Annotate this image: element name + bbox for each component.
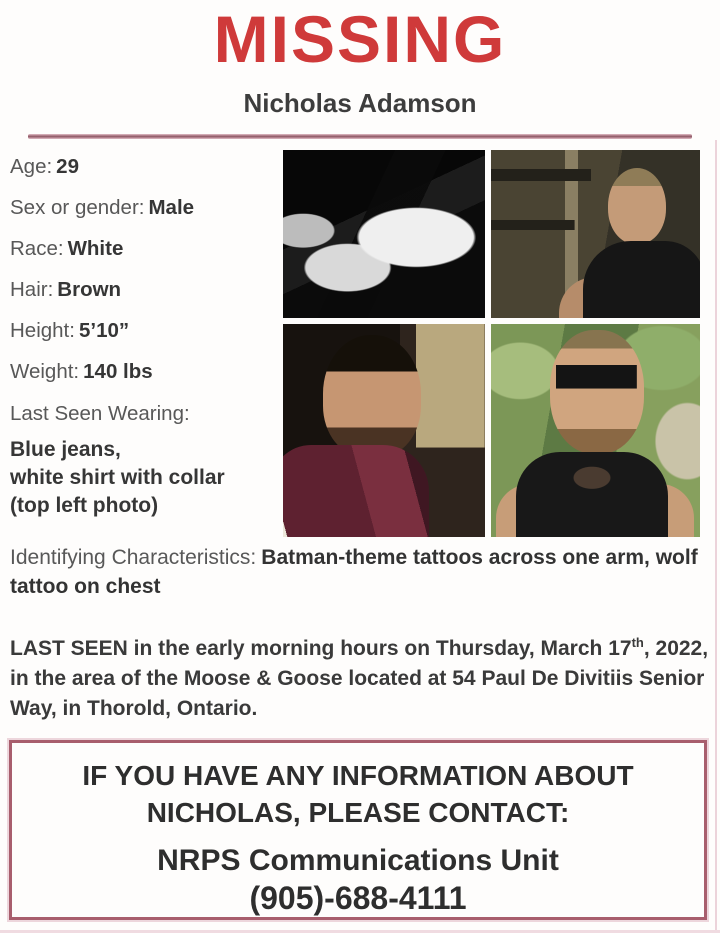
- detail-label: Height:: [10, 319, 75, 342]
- photo-top-right-indoors: [491, 150, 700, 318]
- detail-hair: [10, 279, 280, 301]
- wearing-line: Blue jeans,: [10, 438, 121, 461]
- detail-value: Brown: [57, 278, 122, 301]
- detail-age: [10, 156, 280, 178]
- photo-bottom-left-jersey: [283, 324, 485, 537]
- identifying-value: Batman-theme tattoos across one arm, wolf tattoo on chest: [10, 546, 698, 598]
- header-divider: [28, 134, 692, 139]
- photo-top-left-surveillance: [283, 150, 485, 318]
- detail-value: 29: [56, 155, 79, 178]
- detail-sex: [10, 197, 280, 219]
- contact-unit-name: NRPS Communications Unit: [157, 844, 559, 877]
- person-name: Nicholas Adamson: [243, 88, 477, 118]
- last-seen-wearing-description: [10, 436, 280, 520]
- details-column: [10, 156, 280, 520]
- last-seen-text: , 2022, in the area of the Moose & Goose located at 54 Paul De Divitiis Senior Way, in Thorold, Ontario.: [10, 637, 709, 720]
- contact-phone-number: (905)-688-4111: [249, 880, 467, 916]
- scan-edge-line-right: [715, 140, 717, 933]
- last-seen-text: LAST SEEN in the early morning hours on Thursday, March 17: [10, 637, 632, 660]
- detail-race: [10, 238, 280, 260]
- detail-value: Male: [148, 196, 195, 219]
- detail-value: 5’10”: [78, 319, 130, 342]
- photo-collage: [283, 150, 700, 537]
- detail-label: Age:: [10, 155, 53, 178]
- identifying-label: Identifying Characteristics:: [10, 546, 257, 569]
- detail-weight: [10, 361, 280, 383]
- detail-label: Sex or gender:: [10, 196, 145, 219]
- photo-bottom-right-sunglasses: [491, 324, 700, 537]
- detail-label: Race:: [10, 237, 64, 260]
- ordinal-superscript: th: [631, 635, 644, 650]
- contact-info-box: [9, 740, 707, 920]
- wearing-line: (top left photo): [10, 494, 159, 517]
- poster-title: MISSING: [213, 2, 507, 76]
- identifying-characteristics: [10, 543, 712, 601]
- detail-label: Hair:: [10, 278, 54, 301]
- last-seen-wearing-label: Last Seen Wearing:: [10, 402, 190, 425]
- contact-callout-line1: IF YOU HAVE ANY INFORMATION ABOUT: [82, 760, 634, 791]
- detail-height: [10, 320, 280, 342]
- detail-value: 140 lbs: [83, 360, 153, 383]
- last-seen-paragraph: [10, 628, 710, 724]
- contact-callout-line2: NICHOLAS, PLEASE CONTACT:: [146, 797, 570, 828]
- detail-value: White: [67, 237, 124, 260]
- wearing-line: white shirt with collar: [10, 466, 225, 489]
- detail-label: Weight:: [10, 360, 80, 383]
